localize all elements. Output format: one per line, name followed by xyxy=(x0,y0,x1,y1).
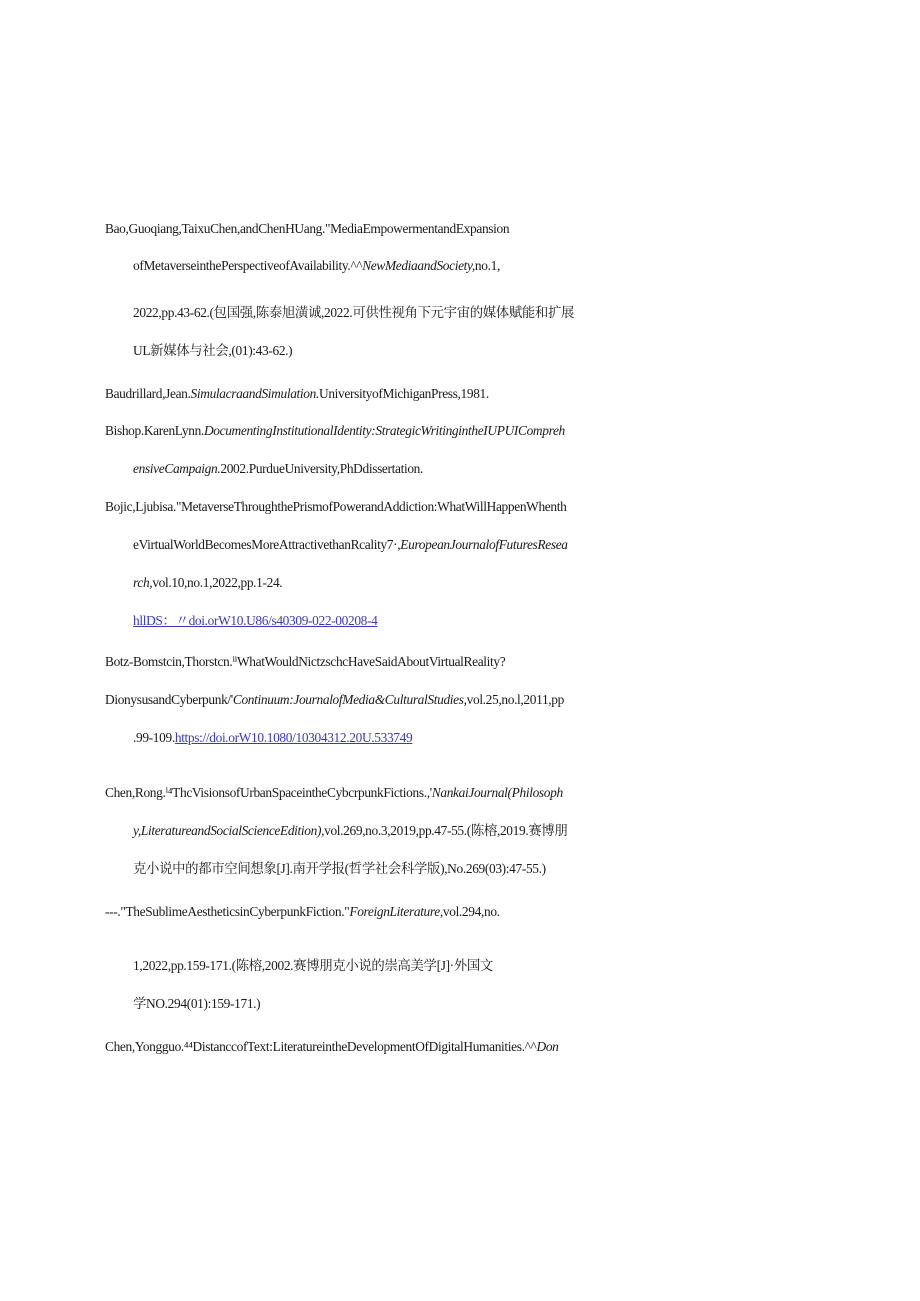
reference-text: no.1, xyxy=(474,258,500,273)
reference-text: 学NO.294(01):159-171.) xyxy=(133,996,261,1011)
journal-title: EuropeanJournalofFuturesResea xyxy=(400,537,568,552)
reference-text: vol.294,no. xyxy=(442,904,500,919)
reference-bao-line-1 xyxy=(105,220,509,238)
reference-bao-line-3 xyxy=(133,304,574,322)
reference-text: UL新媒体与社会,(01):43-62.) xyxy=(133,343,293,358)
book-title: SimulacraandSimulation. xyxy=(190,386,319,401)
reference-text: ---."TheSublimeAestheticsinCyberpunkFiction." xyxy=(105,904,350,919)
journal-title: y,LiteratureandSocialScienceEdition), xyxy=(133,823,325,838)
reference-text: ofMetaverseinthePerspectiveofAvailability.^^ xyxy=(133,258,363,273)
reference-bojic-line-4 xyxy=(133,612,377,630)
reference-chen-rong-line-2 xyxy=(133,822,567,840)
reference-chen-rong-2-line-3 xyxy=(133,995,260,1013)
reference-bao-line-4 xyxy=(133,342,292,360)
reference-text: Botz-Bomstcin,Thorstcn.ⁱⁱWhatWouldNictzschcHaveSaidAboutVirtualReality? xyxy=(105,654,506,669)
dissertation-title: DocumentingInstitutionalIdentity:StrategicWritingintheIUPUICompreh xyxy=(203,423,565,438)
reference-baudrillard xyxy=(105,385,489,403)
reference-bojic-line-3 xyxy=(133,574,282,592)
reference-chen-rong-line-3 xyxy=(133,860,546,878)
reference-text: Bao,Guoqiang,TaixuChen,andChenHUang."MediaEmpowermentandExpansion xyxy=(105,221,510,236)
reference-text: eVirtualWorldBecomesMoreAttractivethanRcality7·, xyxy=(133,537,401,552)
reference-chen-rong-2-line-2 xyxy=(133,957,493,975)
reference-text: vol.269,no.3,2019,pp.47-55.(陈榕,2019.赛博朋 xyxy=(324,823,568,838)
reference-text: .99-109. xyxy=(133,730,175,745)
journal-title: NewMediaandSociety, xyxy=(362,258,475,273)
reference-bojic-line-2 xyxy=(133,536,568,554)
reference-text: 2002.PurdueUniversity,PhDdissertation. xyxy=(220,461,424,476)
reference-botz-line-3 xyxy=(133,729,412,747)
reference-text: Chen,Yongguo.⁴⁴DistanccofText:LiteratureintheDevelopmentOfDigitalHumanities.^^ xyxy=(105,1039,537,1054)
dissertation-title: ensiveCampaign. xyxy=(133,461,221,476)
reference-bishop-line-2 xyxy=(133,460,423,478)
reference-text: 2022,pp.43-62.(包国强,陈泰旭潢诚,2022.可供性视角下元宇宙的媒体赋能和扩展 xyxy=(133,305,575,320)
doi-link[interactable]: https://doi.orW10.1080/10304312.20U.533749 xyxy=(174,730,413,745)
reference-text: vol.25,no.l,2011,pp xyxy=(466,692,565,707)
reference-chen-yongguo-line-1 xyxy=(105,1038,559,1056)
reference-chen-rong-line-1 xyxy=(105,784,563,802)
reference-bao-line-2 xyxy=(133,257,500,275)
reference-text: vol.10,no.1,2022,pp.1-24. xyxy=(152,575,283,590)
journal-title: Don xyxy=(536,1039,559,1054)
reference-botz-line-1 xyxy=(105,653,505,671)
reference-text: 1,2022,pp.159-171.(陈榕,2002.赛博朋克小说的崇高美学[J]·外国文 xyxy=(133,958,493,973)
reference-text: Baudrillard,Jean. xyxy=(105,386,191,401)
reference-chen-rong-2-line-1 xyxy=(105,903,500,921)
journal-title: rch, xyxy=(133,575,153,590)
reference-text: Bojic,Ljubisa."MetaverseThroughthePrismofPowerandAddiction:WhatWillHappenWhenth xyxy=(105,499,567,514)
reference-bishop-line-1 xyxy=(105,422,565,440)
reference-text: 克小说中的都市空间想象[J].南开学报(哲学社会科学版),No.269(03):47-55.) xyxy=(133,861,546,876)
reference-text: UniversityofMichiganPress,1981. xyxy=(319,386,489,401)
doi-link[interactable]: hllDS：〃doi.orW10.U86/s40309-022-00208-4 xyxy=(133,613,378,628)
reference-text: DionysusandCyberpunk/' xyxy=(105,692,233,707)
reference-botz-line-2 xyxy=(105,691,564,709)
journal-title: ForeignLiterature, xyxy=(349,904,443,919)
journal-title: Continuum:JournalofMedia&CulturalStudies, xyxy=(232,692,467,707)
journal-title: NankaiJournal(Philosoph xyxy=(431,785,563,800)
reference-text: Bishop.KarenLynn. xyxy=(105,423,204,438)
reference-bojic-line-1 xyxy=(105,498,566,516)
reference-text: Chen,Rong.ⁱ⁴ThcVisionsofUrbanSpaceintheCybcrpunkFictions.,' xyxy=(105,785,432,800)
